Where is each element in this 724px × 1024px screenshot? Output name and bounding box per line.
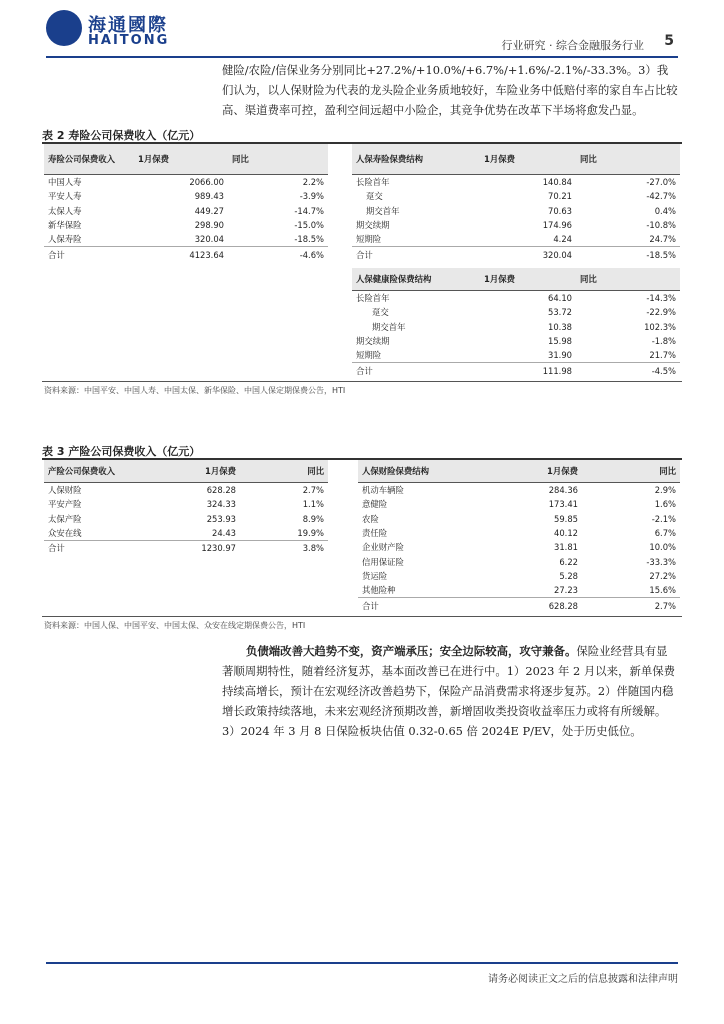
cell-premium: 284.36 — [548, 485, 578, 496]
cell-premium: 253.93 — [206, 513, 236, 524]
col-header: 人保寿险保费结构 — [352, 144, 480, 175]
col-header: 人保健康险保费结构 — [352, 268, 480, 291]
table-row — [352, 189, 680, 203]
cell-name: 长险首年 — [356, 177, 390, 188]
cell-name: 意健险 — [362, 499, 388, 510]
cell-name: 信用保证险 — [362, 556, 404, 567]
footer-divider — [46, 962, 678, 964]
table-total-row — [352, 363, 680, 378]
cell-name: 平安人寿 — [48, 191, 82, 202]
cell-yoy: -18.5% — [294, 234, 324, 245]
table-row — [352, 291, 680, 306]
cell-premium: 1230.97 — [154, 541, 240, 556]
cell-yoy: 2.2% — [302, 177, 324, 188]
cell-premium: 6.22 — [559, 556, 578, 567]
header-divider — [46, 56, 678, 58]
cell-premium: 628.28 — [206, 485, 236, 496]
table-total-row — [358, 598, 680, 613]
cell-name: 机动车辆险 — [362, 485, 404, 496]
cell-name: 太保产险 — [48, 513, 82, 524]
table-total-row — [352, 247, 680, 262]
table-row — [352, 218, 680, 232]
cell-yoy: 24.7% — [649, 234, 676, 245]
cell-name: 新华保险 — [48, 220, 82, 231]
cell-premium: 53.72 — [548, 307, 572, 318]
table-total-row — [44, 247, 328, 262]
table-row — [352, 204, 680, 218]
cell-premium: 10.38 — [548, 321, 572, 332]
table2-left — [44, 144, 328, 262]
cell-yoy: -2.1% — [651, 513, 676, 524]
cell-yoy: 6.7% — [654, 528, 676, 539]
table3-right — [358, 460, 680, 613]
cell-premium: 173.41 — [548, 499, 578, 510]
table2-source: 资料来源：中国平安、中国人寿、中国太保、新华保险、中国人保定期保费公告，HTI — [44, 386, 346, 395]
cell-premium: 320.04 — [480, 247, 576, 262]
intro-text: 健险/农险/信保业务分别同比+27.2%/+10.0%/+6.7%/+1.6%/-2.1%/-33.3%。3）我们认为，以人保财险为代表的龙头险企业务质地较好，车险业务中低赔付率的家自车占比较高、渠道费率可控，盈利空间远超中小险企，其竞争优势在改革下半场将愈发凸显。 — [222, 63, 678, 117]
col-header: 同比 — [576, 268, 680, 291]
table-row — [44, 204, 328, 218]
table-header-row — [352, 144, 680, 175]
table-row — [358, 526, 680, 540]
cell-premium: 628.28 — [488, 598, 582, 613]
cell-yoy: -4.6% — [228, 247, 328, 262]
col-header: 产险公司保费收入 — [44, 460, 154, 483]
cell-yoy: -33.3% — [646, 556, 676, 567]
cell-premium: 70.21 — [548, 191, 572, 202]
table-row — [352, 175, 680, 190]
cell-yoy: 10.0% — [649, 542, 676, 553]
cell-name: 合计 — [352, 363, 480, 378]
cell-name: 短期险 — [356, 350, 382, 361]
cell-name: 长险首年 — [356, 293, 390, 304]
cell-name: 太保人寿 — [48, 205, 82, 216]
conclusion-text — [222, 641, 678, 741]
table-header-row — [44, 144, 328, 175]
cell-yoy: -18.5% — [576, 247, 680, 262]
cell-premium: 70.63 — [548, 205, 572, 216]
cell-name: 合计 — [44, 247, 134, 262]
table-total-row — [44, 541, 328, 556]
cell-name: 期交首年 — [366, 205, 400, 216]
cell-premium: 4.24 — [553, 234, 572, 245]
table-row — [44, 497, 328, 511]
cell-name: 期交续期 — [356, 336, 390, 347]
cell-yoy: -15.0% — [294, 220, 324, 231]
cell-yoy: -10.8% — [646, 220, 676, 231]
table3-source: 资料来源：中国人保、中国平安、中国太保、众安在线定期保费公告，HTI — [44, 621, 306, 630]
table-row — [352, 320, 680, 334]
cell-premium: 27.23 — [554, 585, 578, 596]
cell-name: 短期险 — [356, 234, 382, 245]
cell-yoy: 1.6% — [654, 499, 676, 510]
cell-name: 合计 — [358, 598, 488, 613]
cell-yoy: -1.8% — [651, 336, 676, 347]
header-section-label: 行业研究 · 综合金融服务行业 — [501, 39, 644, 52]
logo-chinese-text: 海通國際 — [88, 15, 168, 36]
logo-english-text: HAITONG — [88, 33, 170, 48]
cell-premium: 111.98 — [480, 363, 576, 378]
cell-yoy: 15.6% — [649, 585, 676, 596]
table-row — [44, 175, 328, 190]
cell-premium: 31.90 — [548, 350, 572, 361]
cell-yoy: 1.1% — [302, 499, 324, 510]
table-row — [44, 232, 328, 247]
conclusion-paragraph — [222, 641, 678, 741]
cell-premium: 31.81 — [554, 542, 578, 553]
cell-yoy: 2.7% — [302, 485, 324, 496]
page-number: 5 — [664, 33, 674, 49]
cell-name: 农险 — [362, 513, 379, 524]
cell-premium: 989.43 — [194, 191, 224, 202]
cell-premium: 24.43 — [212, 528, 236, 539]
cell-yoy: 0.4% — [654, 205, 676, 216]
cell-yoy: -14.7% — [294, 205, 324, 216]
cell-yoy: 8.9% — [302, 513, 324, 524]
cell-name: 趸交 — [366, 191, 383, 202]
cell-yoy: -22.9% — [646, 307, 676, 318]
cell-name: 期交首年 — [372, 321, 406, 332]
cell-yoy: 102.3% — [644, 321, 676, 332]
table-row — [44, 526, 328, 541]
cell-name: 平安产险 — [48, 499, 82, 510]
col-header: 寿险公司保费收入 — [44, 144, 134, 175]
col-header: 同比 — [228, 144, 328, 175]
cell-yoy: 2.7% — [582, 598, 680, 613]
conclusion-lead: 负债端改善大趋势不变，资产端承压；安全边际较高，攻守兼备。 — [246, 644, 577, 658]
cell-premium: 5.28 — [559, 570, 578, 581]
cell-name: 货运险 — [362, 570, 388, 581]
cell-yoy: -3.9% — [299, 191, 324, 202]
table3-title: 表 3 产险公司保费收入（亿元） — [42, 445, 201, 458]
footer-disclaimer: 请务必阅读正文之后的信息披露和法律声明 — [488, 974, 678, 985]
logo-emblem-icon — [46, 10, 82, 46]
cell-name: 人保财险 — [48, 485, 82, 496]
cell-name: 人保寿险 — [48, 234, 82, 245]
table-row — [358, 483, 680, 498]
cell-name: 其他险种 — [362, 585, 396, 596]
cell-yoy: 27.2% — [649, 570, 676, 581]
cell-premium: 298.90 — [194, 220, 224, 231]
intro-paragraph — [222, 60, 678, 120]
cell-premium: 320.04 — [194, 234, 224, 245]
table-row — [44, 189, 328, 203]
table-row — [358, 497, 680, 511]
table-row — [352, 232, 680, 247]
table2-title: 表 2 寿险公司保费收入（亿元） — [42, 129, 201, 142]
cell-name: 企业财产险 — [362, 542, 404, 553]
table-row — [44, 512, 328, 526]
cell-yoy: 3.8% — [240, 541, 328, 556]
cell-name: 趸交 — [372, 307, 389, 318]
table-row — [44, 218, 328, 232]
conclusion-body: 保险业经营具有显著顺周期特性，随着经济复苏，基本面改善已在进行中。1）2023 年 2 月以来，新单保费持续高增长，预计在宏观经济改善趋势下，保险产品消费需求将逐步复苏。2）伴随国内稳增长政策持续落地，未来宏观经济预期改善，新增固收类投资收益率压力或将有所缓解。3）2024 年 3 月 8 日保险板块估值 0.32-0.65 倍 2024E P/EV，处于历史低位。 — [222, 644, 676, 738]
cell-premium: 59.85 — [554, 513, 578, 524]
table3-bottom-rule — [42, 616, 682, 617]
cell-premium: 2066.00 — [189, 177, 224, 188]
cell-name: 责任险 — [362, 528, 388, 539]
cell-name: 合计 — [44, 541, 154, 556]
table3-left — [44, 460, 328, 555]
table-row — [352, 305, 680, 319]
cell-premium: 140.84 — [542, 177, 572, 188]
company-logo — [46, 10, 226, 50]
cell-yoy: -27.0% — [646, 177, 676, 188]
col-header: 同比 — [240, 460, 328, 483]
table-header-row — [352, 268, 680, 291]
col-header: 1月保费 — [480, 268, 576, 291]
cell-name: 合计 — [352, 247, 480, 262]
cell-premium: 4123.64 — [134, 247, 228, 262]
col-header: 1月保费 — [480, 144, 576, 175]
table2-right-bottom — [352, 268, 680, 378]
cell-premium: 40.12 — [554, 528, 578, 539]
cell-yoy: 2.9% — [654, 485, 676, 496]
cell-yoy: -4.5% — [576, 363, 680, 378]
col-header: 1月保费 — [154, 460, 240, 483]
table-row — [352, 334, 680, 348]
table-row — [358, 540, 680, 554]
cell-premium: 15.98 — [548, 336, 572, 347]
cell-yoy: 21.7% — [649, 350, 676, 361]
table-row — [358, 569, 680, 583]
table-row — [358, 554, 680, 568]
cell-yoy: -42.7% — [646, 191, 676, 202]
col-header: 同比 — [582, 460, 680, 483]
cell-premium: 174.96 — [542, 220, 572, 231]
cell-name: 中国人寿 — [48, 177, 82, 188]
col-header: 1月保费 — [134, 144, 228, 175]
table-row — [352, 348, 680, 363]
cell-yoy: 19.9% — [297, 528, 324, 539]
table-row — [44, 483, 328, 498]
cell-premium: 449.27 — [194, 205, 224, 216]
col-header: 人保财险保费结构 — [358, 460, 488, 483]
table-header-row — [44, 460, 328, 483]
cell-name: 期交续期 — [356, 220, 390, 231]
table-row — [358, 583, 680, 598]
col-header: 1月保费 — [488, 460, 582, 483]
table2-bottom-rule — [42, 381, 682, 382]
col-header: 同比 — [576, 144, 680, 175]
table-header-row — [358, 460, 680, 483]
table2-right-top — [352, 144, 680, 262]
cell-premium: 324.33 — [206, 499, 236, 510]
cell-yoy: -14.3% — [646, 293, 676, 304]
table-row — [358, 512, 680, 526]
cell-name: 众安在线 — [48, 528, 82, 539]
cell-premium: 64.10 — [548, 293, 572, 304]
